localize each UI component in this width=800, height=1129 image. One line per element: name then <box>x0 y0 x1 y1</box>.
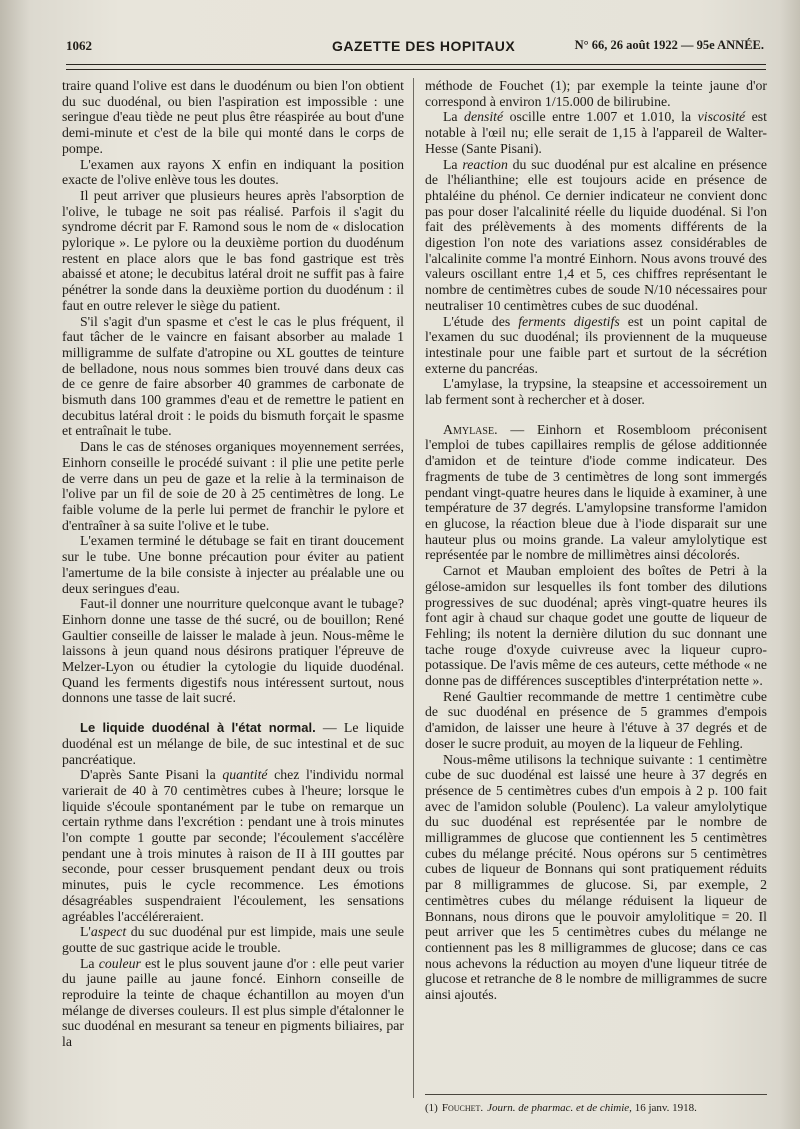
text: L'étude des <box>443 313 519 329</box>
paragraph <box>62 956 404 1050</box>
text: La <box>443 156 463 172</box>
italic-term: reaction <box>462 156 508 172</box>
paragraph: Faut-il donner une nourriture quelconque avant le tubage? Einhorn donne une tasse de thé sucré, ou de bouillon; René Gaultier conseille de laisser le malade à jeun. Nous-même le laissons à jeun quand nous désirons pratiquer l'épreuve de Melzer-Lyon ou étudier la cytologie du liquide duodénal. Quand les ferments digestifs nous intéressent surtout, nous donnons une tasse de lait sucré. <box>62 596 404 706</box>
text: est le plus souvent jaune d'or : elle peut varier du jaune paille au jaune foncé. Einhorn conseille de reproduire la teinte de chaque échantillon au moyen d'un mélange de diverses couleurs. Il est plus simple d'étalonner le suc duodénal en mesurant sa teneur en pigments biliaires, par la <box>62 955 404 1050</box>
footnote-date: 16 janv. 1918. <box>634 1102 697 1114</box>
page-header <box>66 38 764 62</box>
paragraph: S'il s'agit d'un spasme et c'est le cas le plus fréquent, il faut tâcher de le vaincre en faisant absorber au malade 1 milligramme de sulfate d'atropine ou XL gouttes de teinture de belladone, nous nous sommes bien trouvé dans deux cas de ce genre de faire absorber 40 grammes de carbonate de bismuth dans 100 grammes d'eau et de remettre le patient en decubitus latéral droit : le poids du bismuth forçait le spasme et entraînait le tube. <box>62 313 404 439</box>
journal-title: GAZETTE DES HOPITAUX <box>332 38 516 54</box>
italic-term: aspect <box>90 924 127 940</box>
footnote-author: Fouchet. <box>441 1102 484 1114</box>
section-title: Amylase. <box>443 421 498 437</box>
text: La <box>80 955 99 971</box>
text: oscille entre 1.007 et 1.010, la <box>503 109 698 125</box>
text: du suc duodénal pur est alcaline en présence de l'hélianthine; elle est toujours acide en présence de phtaléine du phénol. Ce dernier indicateur ne convient donc pas pour doser l'alcalinité réelle du liquide duodénal. Si l'on fait des prélèvements à des moments différents de la digestion l'on note des variations assez considérables de l'alcalinite comme l'a montré Einhorn. Nous avons trouvé des valeurs oscillant entre 1,4 et 5, ces chiffres représentant le nombre de centimètres cubes de soude N/10 nécessaires pour neutraliser 10 centimètres cubes de suc duodénal. <box>425 156 767 313</box>
italic-term: ferments digestifs <box>518 313 620 329</box>
section-paragraph <box>425 422 767 563</box>
paragraph: méthode de Fouchet (1); par exemple la teinte jaune d'or correspond à environ 1/15.000 de bilirubine. <box>425 78 767 109</box>
italic-term: couleur <box>98 955 141 971</box>
text: est un point capital de l'examen du suc duodénal; ils proviennent de la muqueuse intestinale pour une faible part et surtout de la sécrétion externe du pancréas. <box>425 313 767 376</box>
text: du suc duodénal pur est limpide, mais une seule goutte de suc gastrique acide le trouble. <box>62 924 404 955</box>
text: — Einhorn et Rosembloom préconisent l'emploi de tubes capillaires remplis de gélose additionnée d'amidon et de teinture d'iode comme indicateur. Des fragments de tube de 3 centimètres de long sont immergés pendant vingt-quatre heures dans le liquide à examiner, à une température de 37 degrés. L'amylopsine transforme l'amidon en glucose, la réaction bleue due à l'iode disparait sur une hauteur plus ou moins grande. La valeur amylolytique est représentée par le nombre de millimètres ainsi décolorés. <box>425 421 767 563</box>
footnote <box>425 1102 767 1114</box>
header-rule <box>66 64 766 65</box>
left-column <box>62 78 404 1050</box>
paragraph: Nous-même utilisons la technique suivante : 1 centimètre cube de suc duodénal est laissé une heure à 37 degrés en présence de 5 centimètres cubes d'un empois à 2 p. 100 fait avec de l'amidon soluble (Poulenc). La valeur amylolytique du suc duodénal est représentée par le nombre de milligrammes de glucose que contiennent les 5 centimètres cubes du mélange précité. Nous opérons sur 5 centimètres cubes de liqueur de Bonnans qui sont pratiquement réduits par 8 milligrammes de glucose. Si, par exemple, 2 centimètres cubes du mélange réduisent la liqueur de Bonnans, nous dirons que le pouvoir amylolitique = 20. Il peut arriver que les 5 centimètres cubes du mélange ne contiennent pas les 8 milligrammes de glucose; dans ce cas nous achevons la réduction au moyen d'une liqueur titrée de glucose et retranche de 8 le nombre de milligrammes de sucre ainsi ajoutés. <box>425 751 767 1003</box>
text: La <box>443 109 465 125</box>
text: est notable à l'œil nu; elle serait de 1,15 à l'appareil de Walter-Hesse (Sante Pisani). <box>425 109 767 156</box>
paragraph <box>425 157 767 314</box>
italic-term: quantité <box>222 767 268 783</box>
paragraph <box>62 767 404 924</box>
paragraph <box>425 314 767 377</box>
italic-term: densité <box>464 109 504 125</box>
paragraph: L'examen terminé le détubage se fait en tirant doucement sur le tube. Une bonne précaution pour éviter au patient l'amertume de la bile consiste à injecter au préalable une ou deux seringues d'eau. <box>62 533 404 596</box>
footnote-journal: Journ. de pharmac. et de chimie, <box>487 1102 632 1114</box>
text: L' <box>80 924 91 940</box>
section-text: — Le liquide duodénal est un mélange de bile, de suc intestinal et de suc pancréatique. <box>62 720 404 767</box>
italic-term: viscosité <box>697 109 746 125</box>
paragraph: L'amylase, la trypsine, la steapsine et accessoirement un lab ferment sont à rechercher et à doser. <box>425 376 767 408</box>
paragraph: traire quand l'olive est dans le duodénum ou bien l'on obtient du suc duodénal, ou bien l'aspiration est impossible : une seringue d'eau tiède ne peut plus être réaspirée au bout d'une demi-minute et c'est de la bile qui monté dans le corps de pompe. <box>62 78 404 156</box>
text: chez l'individu normal varierait de 40 à 70 centimètres cubes à l'heure; lorsque le liquide s'écoule spontanément par le tube on remarque un certain rythme dans l'excrétion : pendant une à trois minutes l'on compte 1 goutte par seconde; l'écoulement s'accélère pendant une à trois minutes à raison de II à III gouttes par seconde, pour cesser brusquement pendant deux ou trois minutes, puis le cycle recommence. Les émotions désagréables suspendraient l'écoulement, les sensations agréables l'accéléreraient. <box>62 767 404 924</box>
section-paragraph <box>62 720 404 767</box>
page-number: 1062 <box>66 38 92 53</box>
paragraph: René Gaultier recommande de mettre 1 centimètre cube de suc duodénal en présence de 5 grammes d'empois d'amidon, de laisser une heure à l'étuve à 37 degrés et de doser le sucre produit, au moyen de la liqueur de Fehling. <box>425 688 767 751</box>
text: D'après Sante Pisani la <box>80 767 223 783</box>
paragraph <box>62 924 404 955</box>
right-column <box>425 78 767 1003</box>
header-rule-thin <box>66 69 766 70</box>
paragraph: L'examen aux rayons X enfin en indiquant la position exacte de l'olive enlève tous les doutes. <box>62 156 404 188</box>
footnote-rule <box>425 1094 767 1095</box>
issue-info: N° 66, 26 août 1922 — 95e ANNÉE. <box>574 38 764 52</box>
column-divider <box>413 78 414 1098</box>
paragraph <box>425 109 767 156</box>
paragraph: Carnot et Mauban emploient des boîtes de Petri à la gélose-amidon sur lesquelles ils font tomber des dilutions progressives de suc duodénal; après vingt-quatre heures ils font agir à chaud sur chaque godet une goutte de liqueur de Fehling; ils notent la dernière dilution du suc donnant une tache rouge d'oxyde cuivreuse avec la liqueur cupro-potassique. De l'avis même de ces auteurs, cette méthode « ne donne pas de différences susceptibles d'interprétation nette ». <box>425 563 767 689</box>
footnote-mark: (1) <box>425 1102 438 1114</box>
paragraph: Dans le cas de sténoses organiques moyennement serrées, Einhorn conseille le procédé suivant : il plie une petite perle de verre dans un peu de gaze et la relie à la terminaison de l'olive par un fil de soie de 20 à 25 centimètres de long. Le faible volume de la perle lui permet de franchir le pylore et d'entraîner à sa suite l'olive et le tube. <box>62 439 404 533</box>
paragraph: Il peut arriver que plusieurs heures après l'absorption de l'olive, le tubage ne soit pas réalisé. Parfois il s'agit du syndrome décrit par F. Ramond sous le nom de « dislocation pylorique ». Le pylore ou la deuxième portion du duodénum restent en place alors que le bas fond gastrique est très abaissé et atone; le decubitus latéral droit ne suffit pas à faire pénétrer la sonde dans la deuxième portion du duodénum : il faut en outre relever le siège du patient. <box>62 187 404 313</box>
section-title: Le liquide duodénal à l'état normal. <box>80 720 316 736</box>
